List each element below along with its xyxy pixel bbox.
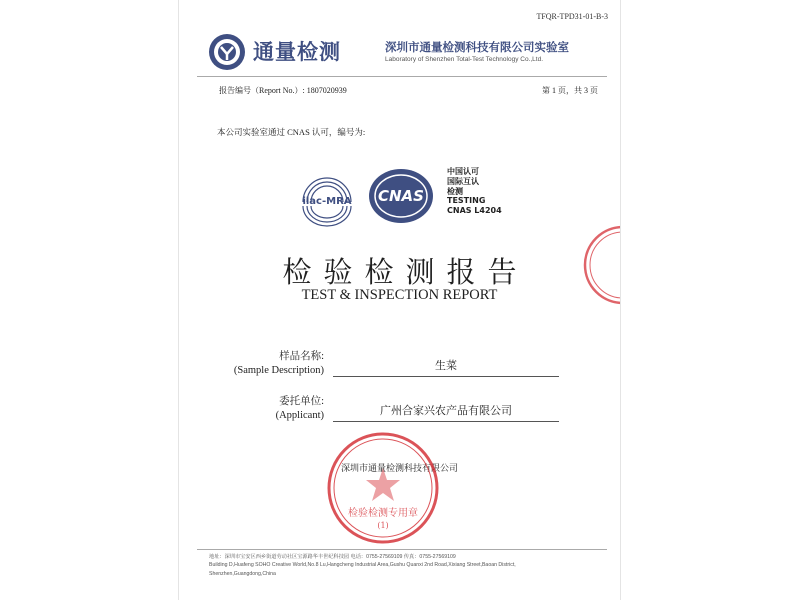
lab-name-en: Laboratory of Shenzhen Total-Test Technology Co.,Ltd. bbox=[385, 56, 544, 63]
cnas-line: 中国认可 bbox=[447, 167, 479, 176]
report-number bbox=[219, 85, 347, 96]
field-label-cn: 委托单位: bbox=[279, 396, 324, 407]
footer-address-en-2: Shenzhen,Guangdong,China bbox=[209, 571, 276, 577]
applicant-underline bbox=[333, 421, 559, 422]
report-title-en: TEST & INSPECTION REPORT bbox=[301, 287, 498, 303]
cnas-line: TESTING bbox=[447, 196, 486, 206]
footer-address-cn: 地址：深圳市宝安区西乡街道劳动社区宝源路华丰世纪科技园 电话：0755-27569109 传真：0755-27569109 bbox=[209, 554, 456, 560]
brand-name: 通量检测 bbox=[253, 40, 341, 64]
report-page bbox=[179, 0, 620, 600]
sample-description-value: 生菜 bbox=[435, 360, 457, 372]
footer-address-en: Building D,Huafeng SOHO Creative World,No.8 Lu,Hangcheng Industrial Area,Gushu Quanxi 2nd Road,Xixiang Street,Baoan District, bbox=[209, 562, 516, 568]
sample-description-label bbox=[234, 350, 324, 378]
applicant-label bbox=[276, 395, 324, 423]
seal-number: (1) bbox=[377, 521, 389, 530]
page-info: 第 1 页，共 3 页 bbox=[542, 86, 598, 95]
company-logo-icon bbox=[207, 32, 247, 72]
report-title-cn: 检验检测报告 bbox=[282, 255, 529, 289]
sample-description-underline bbox=[333, 376, 559, 377]
cnas-line: CNAS L4204 bbox=[447, 206, 502, 216]
ilac-mra-logo-icon bbox=[295, 172, 359, 228]
cnas-line: 检测 bbox=[447, 186, 463, 196]
header-divider bbox=[197, 76, 607, 77]
official-seal-icon bbox=[325, 430, 441, 546]
cnas-logo-label: CNAS bbox=[378, 187, 424, 205]
lab-name-cn: 深圳市通量检测科技有限公司实验室 bbox=[385, 40, 569, 54]
footer-divider bbox=[197, 549, 607, 550]
cnas-logo-icon bbox=[367, 166, 435, 226]
ilac-logo-label: ilac-MRA bbox=[302, 196, 352, 207]
report-number-label: 报告编号（Report No.）: bbox=[219, 86, 305, 95]
field-label-en: (Sample Description) bbox=[233, 365, 324, 376]
seal-label: 检验检测专用章 bbox=[348, 508, 418, 519]
applicant-value: 广州合家兴农产品有限公司 bbox=[380, 405, 512, 417]
document-number: TFQR-TPD31-01-B-3 bbox=[536, 12, 608, 21]
accreditation-statement: 本公司实验室通过 CNAS 认可，编号为: bbox=[217, 127, 366, 137]
field-label-cn: 样品名称: bbox=[279, 351, 324, 362]
edge-seal-icon bbox=[583, 222, 620, 308]
report-number-value: 1807020939 bbox=[306, 86, 347, 95]
field-label-en: (Applicant) bbox=[275, 410, 324, 421]
cnas-accreditation-text bbox=[447, 167, 502, 216]
cnas-line: 国际互认 bbox=[447, 176, 479, 186]
issuing-company: 深圳市通量检测科技有限公司 bbox=[340, 463, 458, 473]
